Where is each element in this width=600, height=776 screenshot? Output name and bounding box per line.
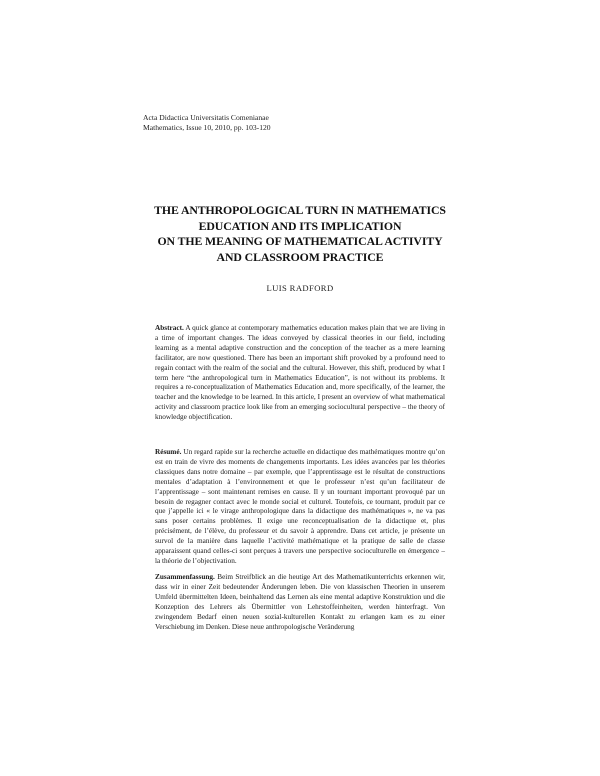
title-line-4: AND CLASSROOM PRACTICE xyxy=(216,249,384,264)
abstract-french xyxy=(155,448,445,567)
abstract-french-text: Un regard rapide sur la recherche actuelle en didactique des mathématiques montre qu’on est en train de vivre des moments de changements importants. Les idées avancées par les théories classiques dans notre domaine – par exemple, que l’apprentissage est le résultat de constructions mentales d’adaptation à l’environnement et que le professeur n’est qu’un facilitateur de l’apprentissage – sont maintenant remises en cause. Il y un tournant important provoqué par un besoin de regagner contact avec le monde social et culturel. Toutefois, ce tournant, produit par ce que j’appelle ici « le virage anthropologique dans la didactique des mathématiques », ne va pas sans poser certains problèmes. Il exige une reconceptualisation de la didactique et, plus précisément, de l’élève, du professeur et du savoir à apprendre. Dans cet article, je présente un survol de la manière dans laquelle l’activité mathématique et la pratique de salle de classe apparaissent quand celles-ci sont perçues à travers une perspective socioculturelle en émergence – la théorie de l’objectivation. xyxy=(155,448,445,565)
abstract-german xyxy=(155,573,445,632)
abstract-german-text: Beim Streifblick an die heutige Art des Mathematikunterrichts erkennen wir, dass wir in einer Zeit bedeutender Änderungen leben. Die von klassischen Theorien in unserem Umfeld übermittelten Ideen, beinhaltend das Lernen als eine mental adaptive Konstruktion und die Konzeption des Lehrers als Übermittler von Lehrstoffeinheiten, werden hinterfragt. Von zwingendem Bedarf einen neuen sozial-kulturellen Kontakt zu erlangen kam es zu einer Verschiebung im Denken. Diese neue anthropologische Veränderung xyxy=(155,573,446,631)
author-name: LUIS RADFORD xyxy=(266,283,334,293)
abstract-french-label: Résumé. xyxy=(155,448,182,456)
journal-header xyxy=(143,113,271,133)
abstract-english xyxy=(155,324,445,423)
journal-issue: Mathematics, Issue 10, 2010, pp. 103-120 xyxy=(143,123,271,132)
abstract-english-label: Abstract. xyxy=(155,324,184,332)
title-line-2: EDUCATION AND ITS IMPLICATION xyxy=(198,218,402,233)
journal-name: Acta Didactica Universitatis Comenianae xyxy=(143,113,269,122)
paper-title xyxy=(100,203,500,265)
title-line-3: ON THE MEANING OF MATHEMATICAL ACTIVITY xyxy=(157,234,443,249)
title-line-1: THE ANTHROPOLOGICAL TURN IN MATHEMATICS xyxy=(154,203,446,217)
abstract-english-text: A quick glance at contemporary mathematics education makes plain that we are living in a time of important changes. The ideas conveyed by classical theories in our field, including learning as a mental adaptive construction and the conception of the teacher as a mere learning facilitator, are now questioned. There has been an important shift provoked by a profound need to regain contact with the realm of the social and the cultural. However, this shift, produced by what I term here “the anthropological turn in Mathematics Education”, is not without its problems. It requires a re-conceptualization of Mathematics Education and, more specifically, of the learner, the teacher and the knowledge to be learned. In this article, I present an overview of what mathematical activity and classroom practice look like from an emerging sociocultural perspective – the theory of knowledge objectification. xyxy=(155,324,445,422)
abstract-german-label: Zusammenfassung. xyxy=(155,573,215,581)
